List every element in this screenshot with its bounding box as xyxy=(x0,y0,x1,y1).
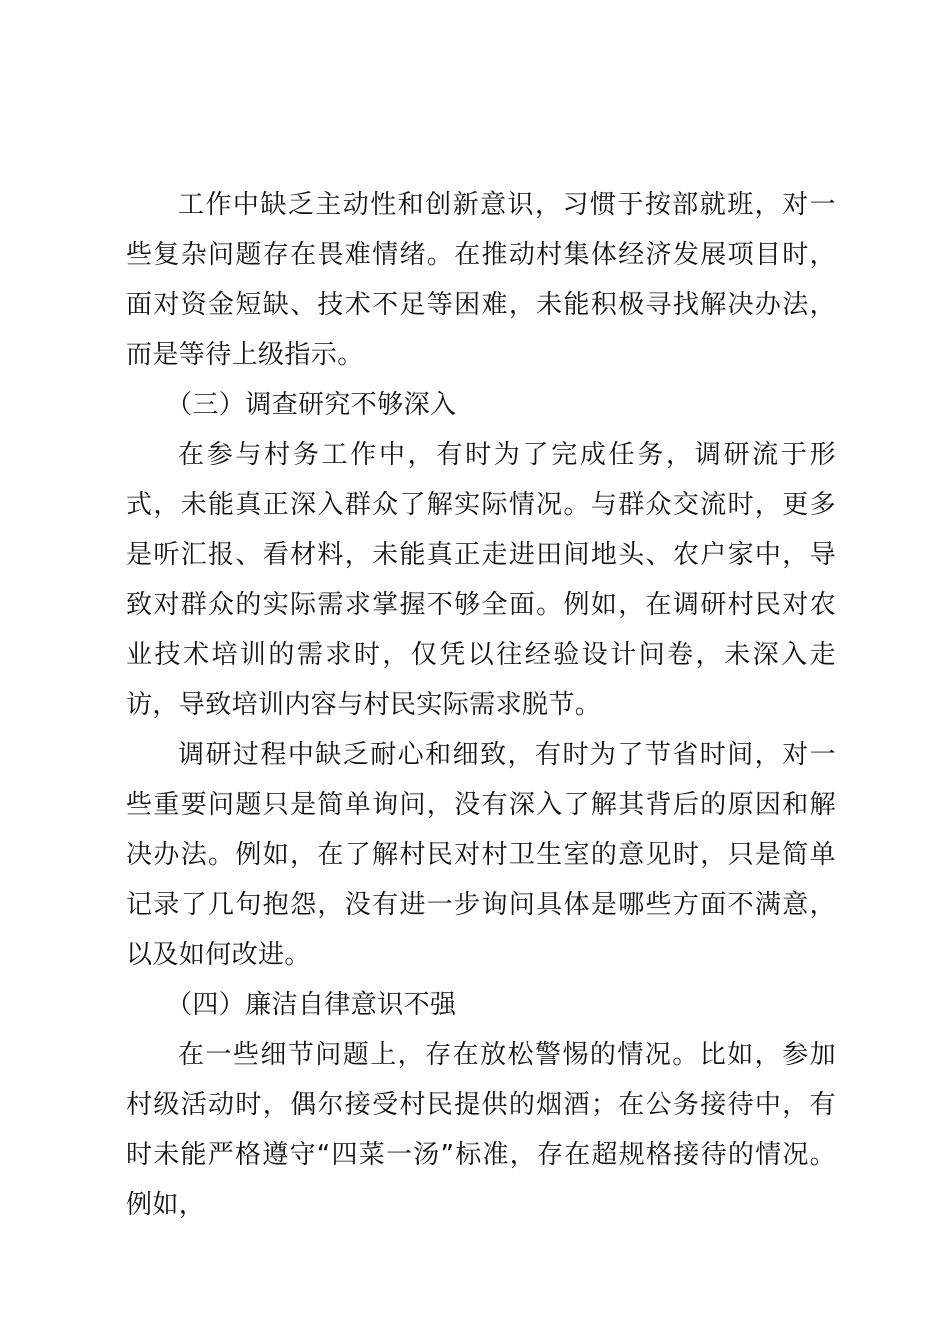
paragraph-2: 在参与村务工作中，有时为了完成任务，调研流于形式，未能真正深入群众了解实际情况。与群众交流时，更多是听汇报、看材料，未能真正走进田间地头、农户家中，导致对群众的实际需求掌握不够全面。例如，在调研村民对农业技术培训的需求时，仅凭以往经验设计问卷，未深入走访，导致培训内容与村民实际需求脱节。 xyxy=(126,440,836,720)
section-heading-4: （四）廉洁自律意识不强 xyxy=(166,990,457,1020)
paragraph-4: 在一些细节问题上，存在放松警惕的情况。比如，参加村级活动时，偶尔接受村民提供的烟酒；在公务接待中，有时未能严格遵守“四菜一汤”标准，存在超规格接待的情况。例如， xyxy=(126,1040,836,1220)
section-heading-3: （三）调查研究不够深入 xyxy=(166,390,457,420)
paragraph-3: 调研过程中缺乏耐心和细致，有时为了节省时间，对一些重要问题只是简单询问，没有深入了解其背后的原因和解决办法。例如，在了解村民对村卫生室的意见时，只是简单记录了几句抱怨，没有进一步询问具体是哪些方面不满意，以及如何改进。 xyxy=(126,740,836,970)
document-body xyxy=(126,180,836,1230)
paragraph-1: 工作中缺乏主动性和创新意识，习惯于按部就班，对一些复杂问题存在畏难情绪。在推动村集体经济发展项目时，面对资金短缺、技术不足等困难，未能积极寻找解决办法，而是等待上级指示。 xyxy=(126,190,836,370)
